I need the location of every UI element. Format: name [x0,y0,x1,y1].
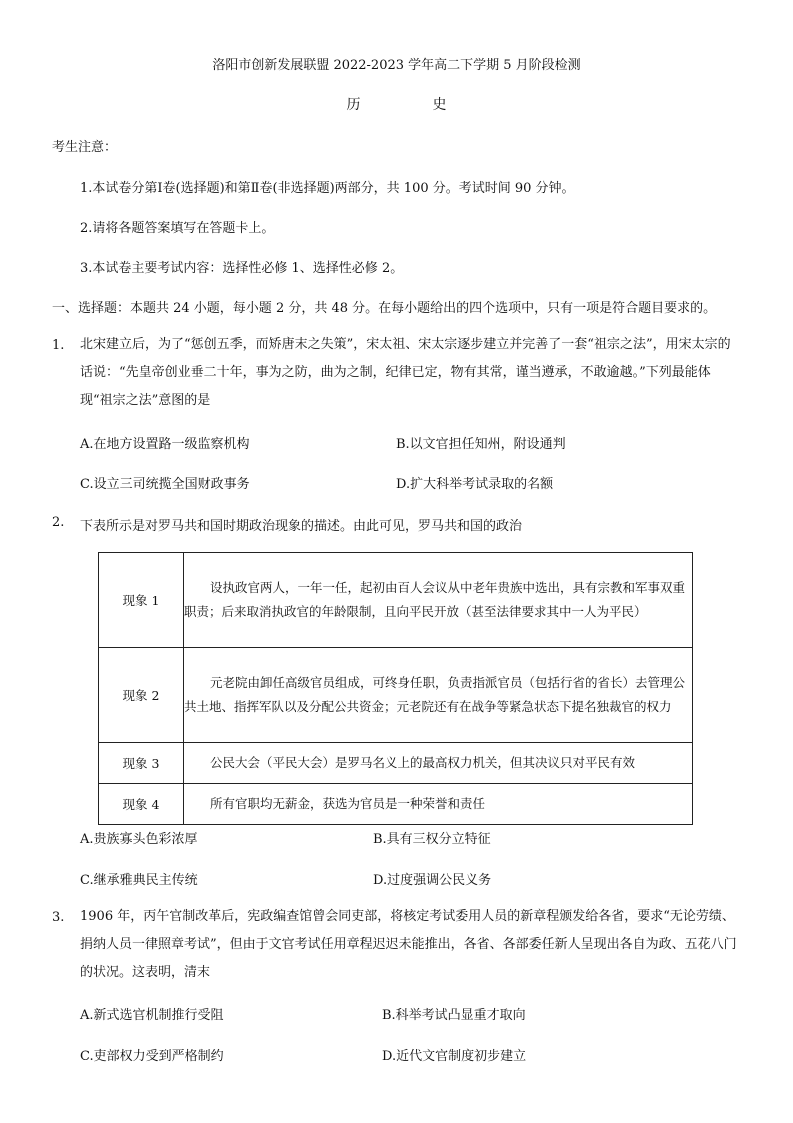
question-3-option-c: C.吏部权力受到严格制约 [80,1049,224,1064]
table-row [99,648,693,743]
phenomenon-text: 公民大会（平民大会）是罗马名义上的最高权力机关，但其决议只对平民有效 [184,743,693,784]
question-2-option-b: B.具有三权分立特征 [373,832,491,847]
question-1-option-b: B.以文官担任知州，附设通判 [396,437,566,452]
notice-item-2: 2.请将各题答案填写在答题卡上。 [80,221,275,236]
phenomenon-label: 现象 1 [99,553,184,648]
question-2-option-c: C.继承雅典民主传统 [80,873,198,888]
phenomenon-label: 现象 4 [99,784,184,825]
section-heading: 一、选择题：本题共 24 小题，每小题 2 分，共 48 分。在每小题给出的四个选项中，只有一项是符合题目要求的。 [52,301,717,316]
question-1-stem: 北宋建立后，为了“惩创五季，而矫唐末之失策”，宋太祖、宋太宗逐步建立并完善了一套“祖宗之法”，用宋太宗的话说：“先皇帝创业垂二十年，事为之防，曲为之制，纪律已定，物有其常，谨当遵承，不敢逾越。”下列最能体现“祖宗之法”意图的是 [80,337,731,408]
question-2-option-a: A.贵族寡头色彩浓厚 [80,832,198,847]
question-3-number: 3. [52,910,65,925]
question-2-number: 2. [52,515,65,530]
subject-title [0,94,793,114]
phenomenon-label: 现象 2 [99,648,184,743]
table-row [99,784,693,825]
phenomenon-label: 现象 3 [99,743,184,784]
question-3-stem: 1906 年，丙午官制改革后，宪政编查馆曾会同吏部，将核定考试委用人员的新章程颁发给各省，要求“无论劳绩、捐纳人员一律照章考试”，但由于文官考试任用章程迟迟未能推出，各省、各部委任新人呈现出各自为政、五花八门的状况。这表明，清末 [80,909,737,980]
question-3-option-d: D.近代文官制度初步建立 [382,1049,527,1064]
phenomena-table [98,552,693,825]
question-3-option-b: B.科举考试凸显重才取向 [382,1008,526,1023]
question-2-stem: 下表所示是对罗马共和国时期政治现象的描述。由此可见，罗马共和国的政治 [80,519,523,534]
question-1-number: 1. [52,338,65,353]
question-1-option-c: C.设立三司统揽全国财政事务 [80,477,250,492]
question-3-option-a: A.新式选官机制推行受阻 [80,1008,224,1023]
phenomenon-text: 所有官职均无薪金，获选为官员是一种荣誉和责任 [184,784,693,825]
question-1-option-d: D.扩大科举考试录取的名额 [396,477,554,492]
subject-char-2: 史 [432,97,447,113]
phenomenon-text: 元老院由卸任高级官员组成，可终身任职，负责指派官员（包括行省的省长）去管理公共土地、指挥军队以及分配公共资金；元老院还有在战争等紧急状态下提名独裁官的权力 [184,648,693,743]
notice-item-3: 3.本试卷主要考试内容：选择性必修 1、选择性必修 2。 [80,261,404,276]
table-row [99,553,693,648]
phenomenon-text: 设执政官两人，一年一任，起初由百人会议从中老年贵族中选出，具有宗教和军事双重职责；后来取消执政官的年龄限制，且向平民开放（甚至法律要求其中一人为平民） [184,553,693,648]
exam-title: 洛阳市创新发展联盟 2022-2023 学年高二下学期 5 月阶段检测 [212,58,581,73]
notice-heading: 考生注意： [52,140,118,155]
question-2-option-d: D.过度强调公民义务 [373,873,492,888]
notice-item-1: 1.本试卷分第Ⅰ卷(选择题)和第Ⅱ卷(非选择题)两部分，共 100 分。考试时间 90 分钟。 [80,181,575,196]
table-row [99,743,693,784]
question-1-option-a: A.在地方设置路一级监察机构 [80,437,250,452]
subject-char-1: 历 [346,97,361,113]
